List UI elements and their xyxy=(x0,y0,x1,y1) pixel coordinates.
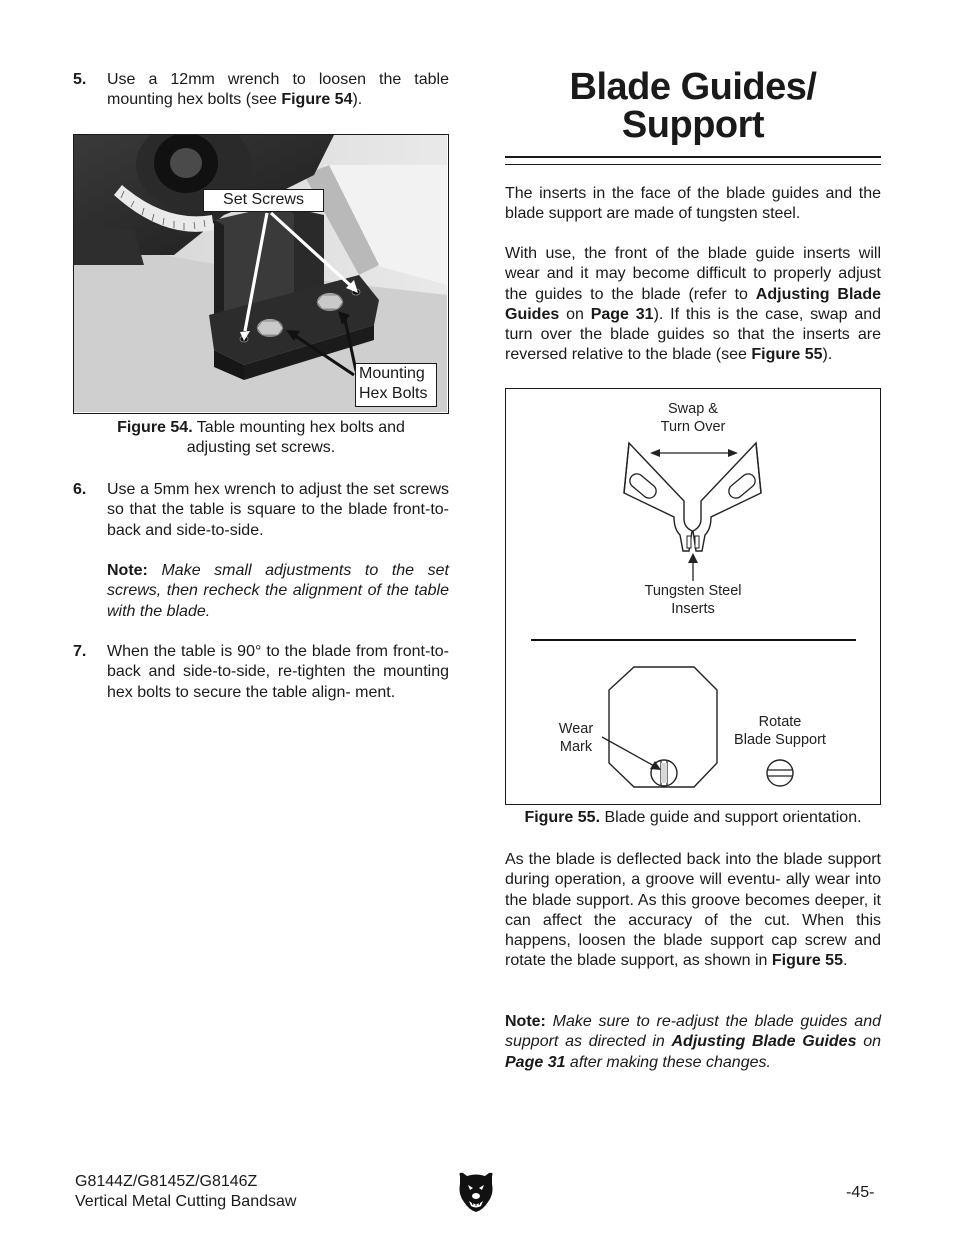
label-rotate-blade-support: Rotate Blade Support xyxy=(734,714,826,748)
paragraph-groove: As the blade is deflected back into the blade support during operation, a groove will eventu- ally wear into the blade support. As this groove becomes deeper, it can affect the accuracy of the cut. When this happens, loosen the blade support cap screw and rotate the blade support, as shown in Figure 55. xyxy=(505,851,881,970)
label-wear-mark: Wear Mark xyxy=(558,721,594,755)
step-number: 6. xyxy=(73,481,87,498)
paragraph-inserts: The inserts in the face of the blade guides and the blade support are made of tungsten steel. xyxy=(505,185,881,223)
figure-54-photo xyxy=(73,134,449,414)
figure-55-diagram xyxy=(505,388,881,805)
figure-54-caption: Figure 54. Table mounting hex bolts and adjusting set screws. xyxy=(117,419,405,457)
step-number: 7. xyxy=(73,643,87,660)
figure-55-caption: Figure 55. Blade guide and support orientation. xyxy=(524,809,862,826)
step-5 xyxy=(73,70,449,112)
grizzly-bear-logo-icon xyxy=(456,1170,496,1214)
product-name: Vertical Metal Cutting Bandsaw xyxy=(75,1193,297,1210)
section-title: Blade Guides/ Support xyxy=(569,66,817,146)
step-number: 5. xyxy=(73,71,87,88)
step-text: Use a 5mm hex wrench to adjust the set screws so that the table is square to the blade front-to-back and side-to-side. xyxy=(107,481,449,539)
page-number: -45- xyxy=(846,1184,875,1201)
title-rule-top xyxy=(505,156,881,158)
note-readjust: Note: Make sure to re-adjust the blade guides and support as directed in Adjusting Blade Guides on Page 31 after making these changes. xyxy=(505,1013,881,1071)
paragraph-swap: With use, the front of the blade guide inserts will wear and it may become difficult to properly adjust the guides to the blade (refer to Adjusting Blade Guides on Page 31). If this is the case, swap and turn over the blade guides so that the inserts are reversed relative to the blade (see Figure 55). xyxy=(505,245,882,364)
label-tungsten-steel-inserts: Tungsten Steel Inserts xyxy=(644,583,742,617)
figure-ref: Figure 54 xyxy=(281,91,353,109)
title-rule-bottom xyxy=(505,164,881,165)
model-numbers: G8144Z/G8145Z/G8146Z xyxy=(75,1173,258,1190)
note-set-screws: Note: Make small adjustments to the set screws, then recheck the alignment of the table with the blade. xyxy=(107,562,449,620)
caption-label: Figure 54. xyxy=(117,419,193,436)
callout-set-screws: Set Screws xyxy=(203,189,324,212)
step-6 xyxy=(73,480,449,542)
step-text: Use a 12mm wrench to loosen the table mounting hex bolts (see Figure 54). xyxy=(107,71,449,109)
footer-model xyxy=(75,1172,296,1212)
callout-mounting-hex-bolts: Mounting Hex Bolts xyxy=(355,363,437,407)
step-7 xyxy=(73,642,449,724)
caption-label: Figure 55. xyxy=(524,809,601,826)
step-text: When the table is 90° to the blade from front-to-back and side-to-side, re-tighten the mounting hex bolts to secure the table align- ment. xyxy=(107,643,449,701)
label-swap-turn-over: Swap & Turn Over xyxy=(660,401,726,435)
note-label: Note: xyxy=(505,1013,546,1030)
note-label: Note: xyxy=(107,562,148,579)
